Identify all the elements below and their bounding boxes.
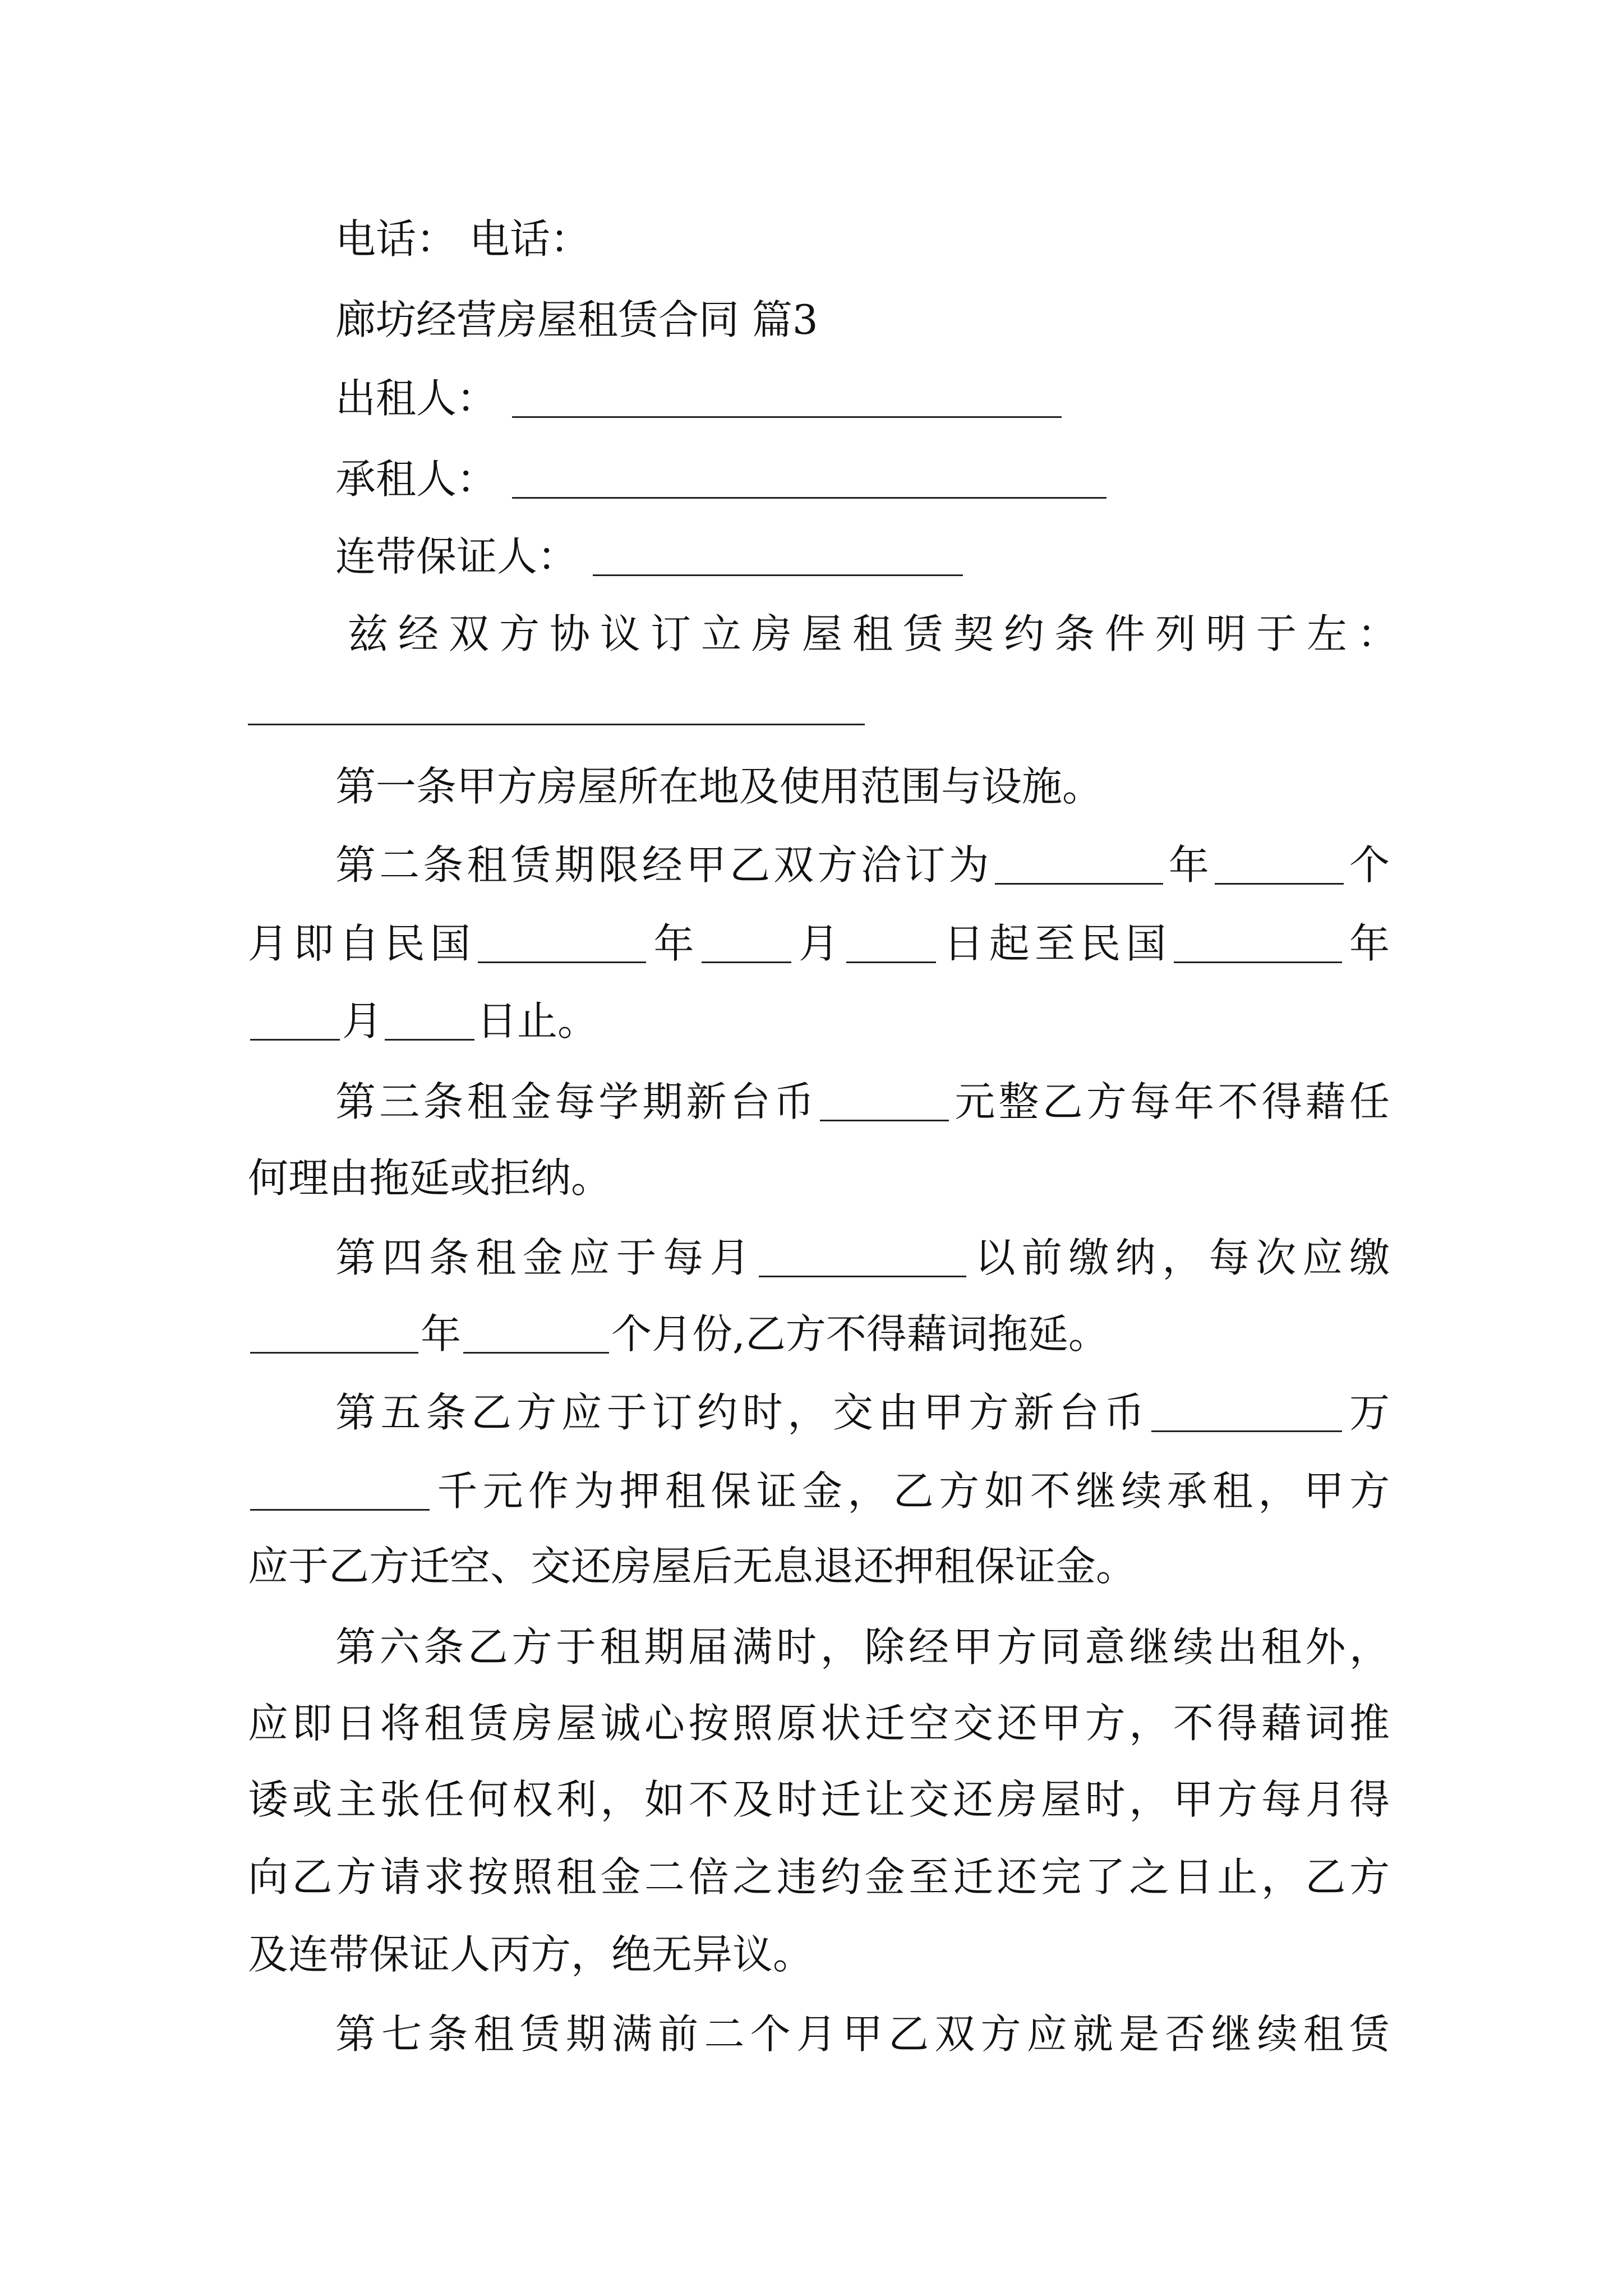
text-segment: 应即日将租赁房屋诚心按照原状迁空交还甲方，不得藉词推: [248, 1700, 1390, 1747]
deposit-qian-blank: [250, 1469, 430, 1511]
text-segment: 万: [1344, 1389, 1390, 1436]
end-month-blank: [250, 999, 340, 1041]
text-segment: 千元作为押租保证金，乙方如不继续承租，甲方: [432, 1467, 1390, 1515]
article-1: [335, 760, 1103, 813]
rent-amount-blank: [820, 1079, 949, 1121]
start-day-blank: [846, 921, 936, 963]
article-3-line-2: [248, 1151, 611, 1205]
article-6-line-4: [248, 1850, 1390, 1904]
article-5-line-1: [335, 1386, 1390, 1439]
text-segment: 元整乙方每年不得藉任: [951, 1078, 1390, 1125]
text-segment: 年: [421, 1310, 462, 1358]
text-segment: 月即自民国: [248, 920, 476, 967]
text-segment: 年: [1165, 841, 1212, 889]
article-1-text: 第一条甲方房屋所在地及使用范围与设施。: [335, 763, 1103, 810]
lessee-label: 承租人：: [335, 455, 497, 503]
article-5-line-3: [248, 1539, 1136, 1593]
lessee-line: [335, 452, 1109, 506]
text-segment: 第三条租金每学期新台币: [335, 1078, 818, 1125]
payment-date-blank: [759, 1235, 966, 1277]
intro-text: 兹经双方协议订立房屋租赁契约条件列明于左：: [348, 610, 1408, 657]
lessor-label: 出租人：: [335, 375, 497, 422]
section-title-text: 廊坊经营房屋租赁合同 篇3: [335, 296, 818, 343]
article-5-line-2: [248, 1464, 1390, 1518]
term-months-blank: [1215, 843, 1344, 885]
guarantor-line: [335, 530, 965, 583]
end-day-blank: [385, 999, 474, 1041]
lessor-blank: [512, 376, 1062, 418]
article-2-line-1: [335, 838, 1390, 892]
text-segment: 向乙方请求按照租金二倍之违约金至迁还完了之日止，乙方: [248, 1853, 1390, 1901]
article-6-line-2: [248, 1696, 1390, 1750]
text-segment: 何理由拖延或拒纳。: [248, 1154, 612, 1202]
article-6-line-1: [335, 1620, 1390, 1674]
article-4-line-1: [335, 1231, 1390, 1285]
intro-blank: [248, 724, 865, 725]
phone-text: 电话： 电话：: [335, 215, 591, 263]
start-month-blank: [702, 921, 791, 963]
text-segment: 应于乙方迁空、交还房屋后无息退还押租保证金。: [248, 1543, 1137, 1590]
text-segment: 个月份,乙方不得藉词拖延。: [611, 1310, 1109, 1358]
start-year-blank: [478, 921, 646, 963]
payment-months-blank: [463, 1312, 609, 1354]
article-3-line-1: [335, 1075, 1390, 1129]
text-segment: 第六条乙方于租期届满时，除经甲方同意继续出租外，: [335, 1623, 1390, 1671]
section-title: [335, 293, 818, 347]
text-segment: 第四条租金应于每月: [335, 1234, 757, 1281]
intro-line: [348, 607, 1408, 661]
guarantor-label: 连带保证人：: [335, 533, 578, 580]
article-4-line-2: [248, 1307, 1109, 1361]
text-segment: 年: [648, 920, 699, 967]
text-segment: 月: [342, 997, 383, 1045]
guarantor-blank: [593, 534, 963, 576]
text-segment: 以前缴纳，每次应缴: [969, 1234, 1390, 1281]
text-segment: 第七条租赁期满前二个月甲乙双方应就是否继续租赁: [335, 2010, 1390, 2058]
deposit-wan-blank: [1151, 1390, 1342, 1432]
payment-years-blank: [250, 1312, 418, 1354]
text-segment: 第二条租赁期限经甲乙双方洽订为: [335, 841, 993, 889]
article-6-line-5: [248, 1927, 813, 1981]
end-year-blank: [1174, 921, 1342, 963]
text-segment: 第五条乙方应于订约时，交由甲方新台币: [335, 1389, 1150, 1436]
text-segment: 日止。: [477, 997, 598, 1045]
lessee-blank: [512, 457, 1106, 499]
article-7-line-1: [335, 2007, 1390, 2061]
article-2-line-3: [248, 994, 598, 1048]
text-segment: 月: [793, 920, 845, 967]
text-segment: 年: [1344, 920, 1390, 967]
text-segment: 日起至民国: [938, 920, 1172, 967]
article-6-line-3: [248, 1773, 1390, 1826]
term-years-blank: [995, 843, 1163, 885]
text-segment: 诿或主张任何权利，如不及时迁让交还房屋时，甲方每月得: [248, 1776, 1390, 1823]
lessor-line: [335, 371, 1064, 425]
article-2-line-2: [248, 917, 1390, 970]
phone-line: [335, 212, 591, 266]
text-segment: 及连带保证人丙方，绝无异议。: [248, 1931, 814, 1978]
text-segment: 个: [1345, 841, 1390, 889]
